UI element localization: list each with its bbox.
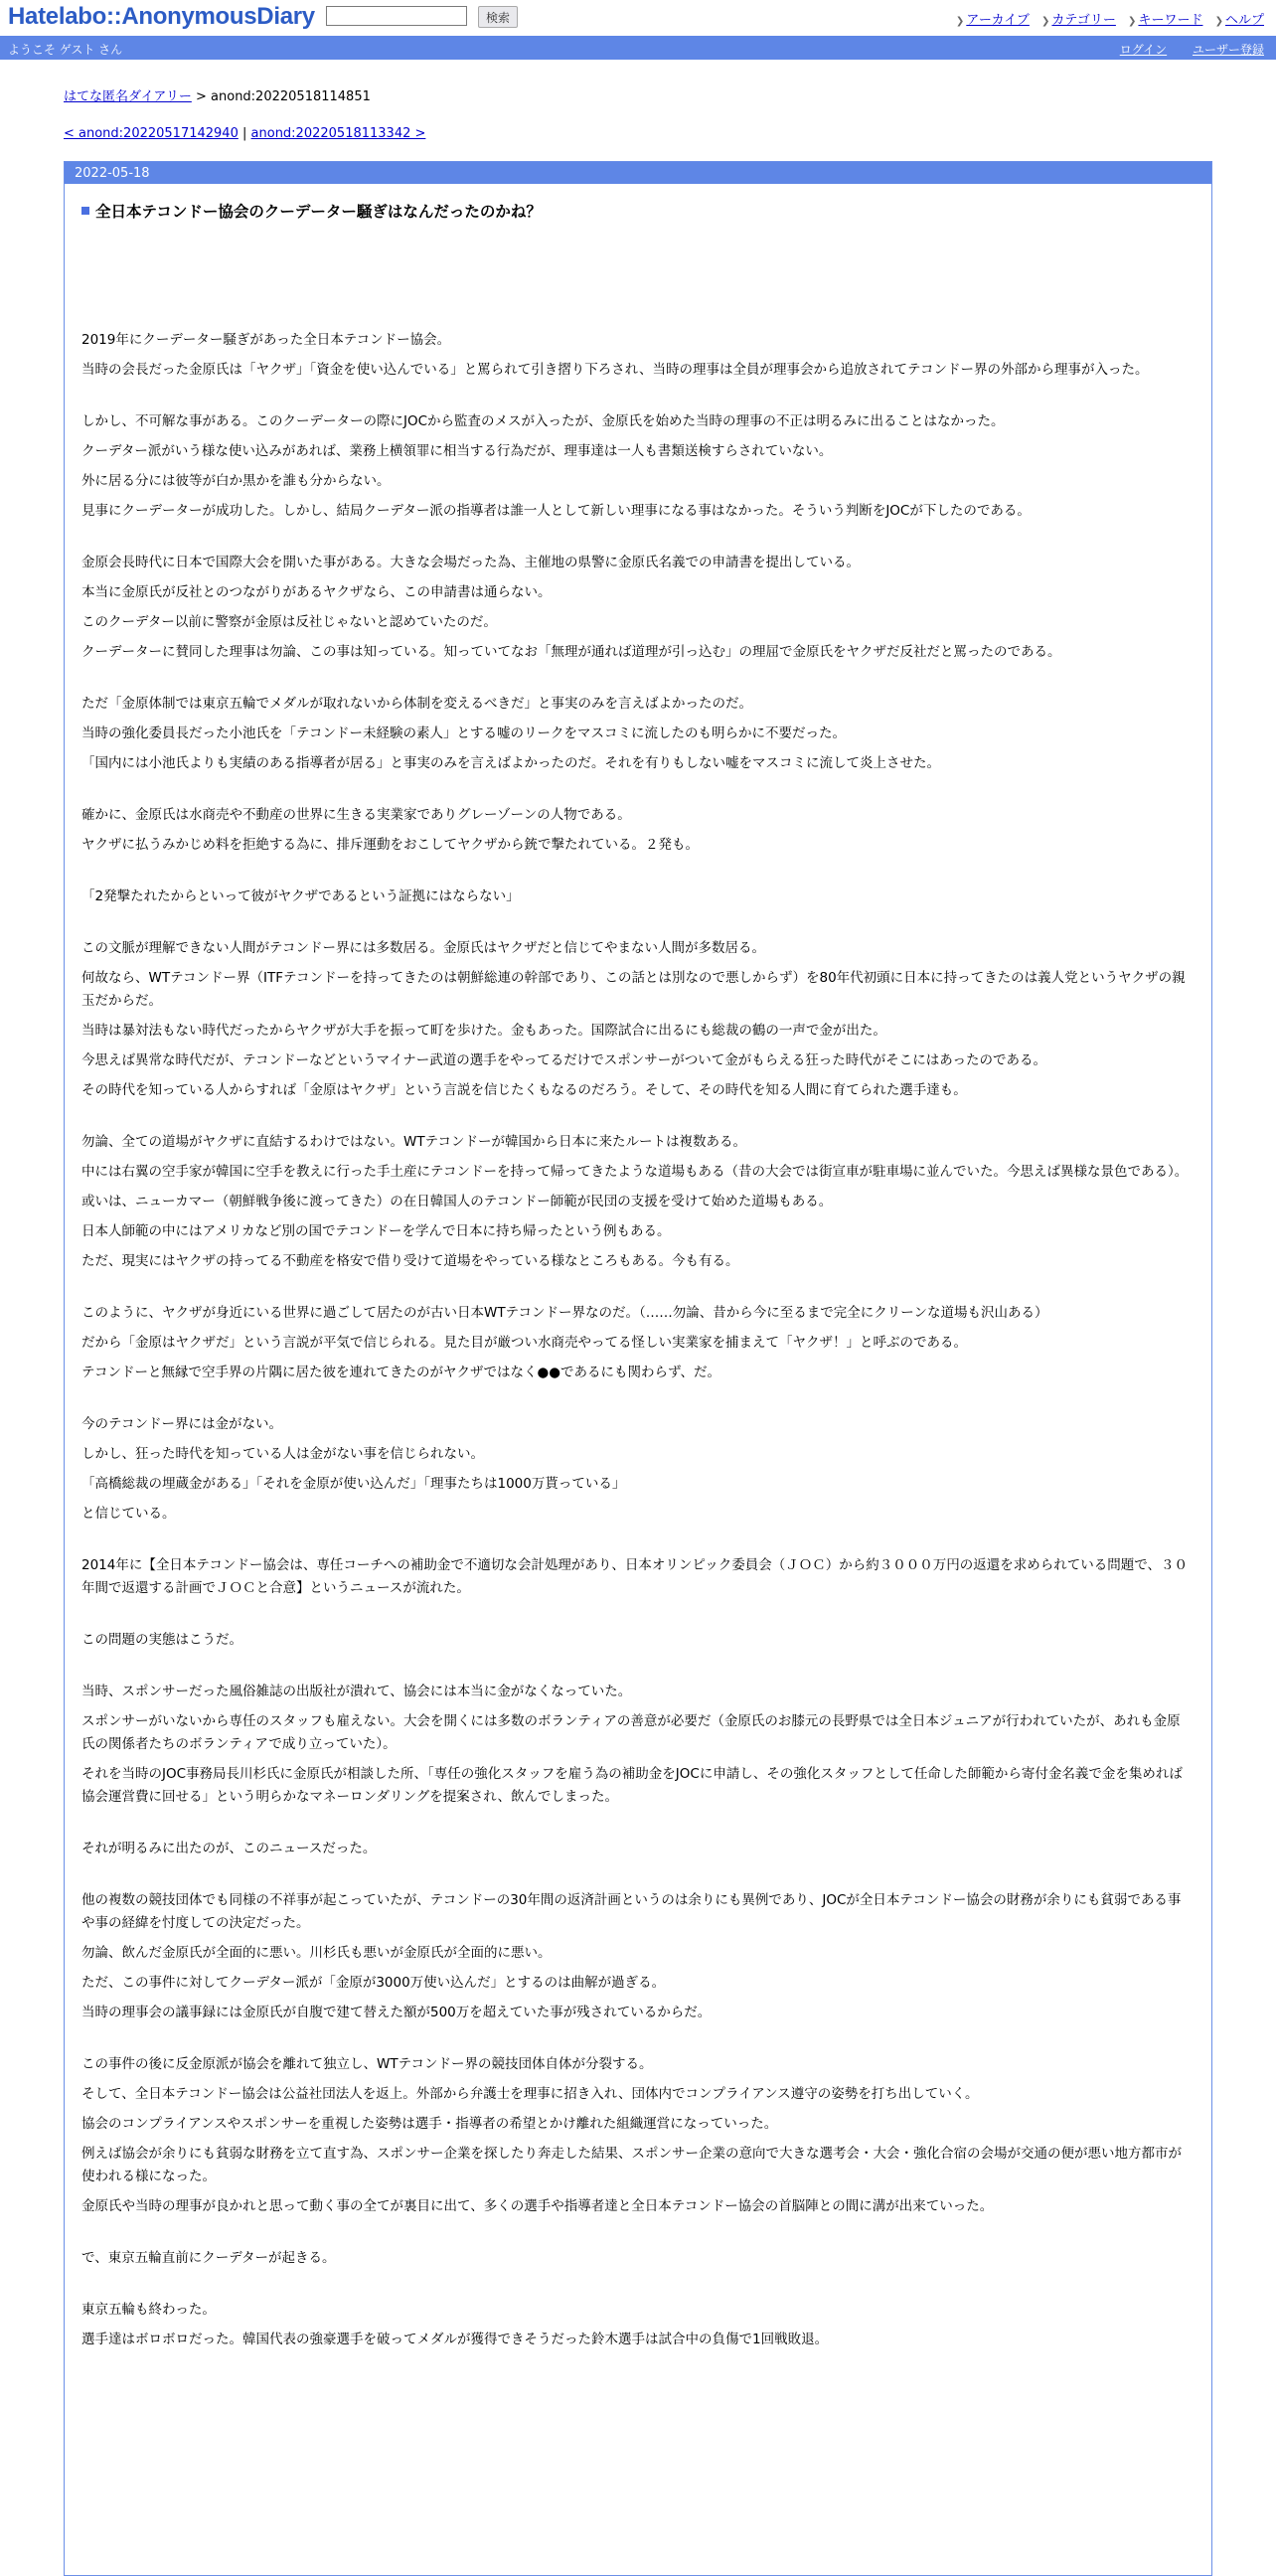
breadcrumb [64, 85, 371, 104]
paragraph: 例えば協会が余りにも貧弱な財務を立て直す為、スポンサー企業を探したり奔走した結果、スポンサー企業の意向で大きな選考会・大会・強化合宿の会場が交通の便が悪い地方都市が使われる様になった。 [81, 2146, 1182, 2184]
paragraph: 或いは、ニューカマー（朝鮮戦争後に渡ってきた）の在日韓国人のテコンドー師範が民団の支援を受けて始めた道場もある。 [81, 1194, 833, 1209]
square-bullet-icon[interactable] [81, 207, 89, 215]
user-bar [0, 36, 1276, 60]
paragraph: 今のテコンドー界には金がない。 [81, 1416, 282, 1432]
archive-link[interactable]: アーカイブ [966, 13, 1030, 28]
paragraph: 本当に金原氏が反社とのつながりがあるヤクザなら、この申請書は通らない。 [81, 584, 552, 600]
paragraph: 中には右翼の空手家が韓国に空手を教えに行った手土産にテコンドーを持って帰ってきたような道場もある（昔の大会では街宣車が駐車場に並んでいた。今思えば異様な景色である）。 [81, 1164, 1189, 1180]
site-logo[interactable]: Hatelabo::AnonymousDiary [8, 3, 315, 30]
entry-body [81, 329, 1194, 2351]
paragraph: 他の複数の競技団体でも同様の不祥事が起こっていたが、テコンドーの30年間の返済計画というのは余りにも異例であり、JOCが全日本テコンドー協会の財務が余りにも貧弱である事や事の経緯を忖度しての決定だった。 [81, 1892, 1182, 1931]
paragraph: 当時の強化委員長だった小池氏を「テコンドー未経験の素人」とする嘘のリークをマスコミに流したのも明らかに不要だった。 [81, 725, 846, 741]
paragraph: この文脈が理解できない人間がテコンドー界には多数居る。金原氏はヤクザだと信じてやまない人間が多数居る。 [81, 940, 765, 956]
paragraph: 2019年にクーデーター騒ぎがあった全日本テコンドー協会。 [81, 332, 451, 348]
top-header [0, 0, 1276, 36]
help-link[interactable]: ヘルプ [1224, 13, 1264, 28]
paragraph: それが明るみに出たのが、このニュースだった。 [81, 1841, 377, 1856]
entry-title-text: 全日本テコンドー協会のクーデーター騒ぎはなんだったのかね？ [95, 203, 542, 221]
paragraph: 当時は暴対法もない時代だったからヤクザが大手を振って町を歩けた。金もあった。国際試合に出るにも総裁の鶴の一声で金が出た。 [81, 1023, 886, 1039]
chevron-right-icon: ❯ [1041, 16, 1050, 27]
paragraph: 選手達はボロボロだった。韓国代表の強豪選手を破ってメダルが獲得できそうだった鈴木選手は試合中の負傷で1回戦敗退。 [81, 2332, 829, 2347]
welcome-text: ようこそ ゲスト さん [8, 43, 123, 57]
paragraph: スポンサーがいないから専任のスタッフも雇えない。大会を開くには多数のボランティアの善意が必要だ（金原氏のお膝元の長野県では全日本ジュニアが行われていたが、あれも金原氏の関係者たちのボランティアで成り立っていた）。 [81, 1713, 1181, 1752]
paragraph: 今思えば異常な時代だが、テコンドーなどというマイナー武道の選手をやってるだけでスポンサーがついて金がもらえる狂った時代がそこにはあったのである。 [81, 1052, 1047, 1068]
paragraph: 「高橋総裁の埋蔵金がある」「それを金原が使い込んだ」「理事たちは1000万貰っている」 [81, 1476, 626, 1492]
paragraph: で、東京五輪直前にクーデターが起きる。 [81, 2250, 336, 2266]
account-links [1098, 41, 1264, 58]
paragraph: 何故なら、WTテコンドー界（ITFテコンドーを持ってきたのは朝鮮総連の幹部であり、この話とは別なので悪しからず）を80年代初頭に日本に持ってきたのは義人党というヤクザの親玉だからだ。 [81, 970, 1186, 1009]
category-link[interactable]: カテゴリー [1051, 13, 1116, 28]
prev-entry-link[interactable]: < anond:20220517142940 [64, 126, 239, 141]
paragraph: 外に居る分には彼等が白か黒かを誰も分からない。 [81, 473, 391, 489]
register-link[interactable]: ユーザー登録 [1192, 43, 1264, 57]
paragraph: その時代を知っている人からすれば「金原はヤクザ」という言説を信じたくもなるのだろう。そして、その時代を知る人間に育てられた選手達も。 [81, 1082, 967, 1098]
paragraph: ヤクザに払うみかじめ料を拒絶する為に、排斥運動をおこしてヤクザから銃で撃たれている。２発も。 [81, 837, 699, 853]
paragraph: 勿論、全ての道場がヤクザに直結するわけではない。WTテコンドーが韓国から日本に来たルートは複数ある。 [81, 1134, 747, 1150]
paragraph: 当時、スポンサーだった風俗雑誌の出版社が潰れて、協会には本当に金がなくなっていた。 [81, 1684, 632, 1699]
paragraph: 当時の会長だった金原氏は「ヤクザ」「資金を使い込んでいる」と罵られて引き摺り下ろされ、当時の理事は全員が理事会から追放されてテコンドー界の外部から理事が入った。 [81, 362, 1149, 378]
paragraph: 日本人師範の中にはアメリカなど別の国でテコンドーを学んで日本に持ち帰ったという例もある。 [81, 1223, 671, 1239]
pager-separator: | [242, 126, 247, 141]
paragraph: テコンドーと無縁で空手界の片隅に居た彼を連れてきたのがヤクザではなく●●であるにも関わらず、だ。 [81, 1365, 720, 1380]
paragraph: 「国内には小池氏よりも実績のある指導者が居る」と事実のみを言えばよかったのだ。それを有りもしない嘘をマスコミに流して炎上させた。 [81, 755, 940, 771]
entry-title [81, 202, 1194, 222]
day-date: 2022-05-18 [65, 162, 1211, 184]
paragraph: 金原氏や当時の理事が良かれと思って動く事の全てが裏目に出て、多くの選手や指導者達と全日本テコンドー協会の首脳陣との間に溝が出来ていった。 [81, 2198, 994, 2214]
entry-pager [64, 126, 425, 141]
chevron-right-icon: ❯ [955, 16, 965, 27]
day-section [64, 161, 1212, 2576]
breadcrumb-separator: > [195, 89, 207, 104]
paragraph: この問題の実態はこうだ。 [81, 1632, 242, 1648]
chevron-right-icon: ❯ [1214, 16, 1223, 27]
next-entry-link[interactable]: anond:20220518113342 > [250, 126, 426, 141]
paragraph: この事件の後に反金原派が協会を離れて独立し、WTテコンドー界の競技団体自体が分裂する。 [81, 2056, 653, 2072]
paragraph: ただ、現実にはヤクザの持ってる不動産を格安で借り受けて道場をやっている様なところもある。今も有る。 [81, 1253, 739, 1269]
paragraph: 協会のコンプライアンスやスポンサーを重視した姿勢は選手・指導者の希望とかけ離れた組織運営になっていった。 [81, 2116, 778, 2132]
paragraph: このように、ヤクザが身近にいる世界に過ごして居たのが古い日本WTテコンドー界なのだ。（……勿論、昔から今に至るまで完全にクリーンな道場も沢山ある） [81, 1305, 1048, 1321]
keyword-link[interactable]: キーワード [1138, 13, 1203, 28]
paragraph: 勿論、飲んだ金原氏が全面的に悪い。川杉氏も悪いが金原氏が全面的に悪い。 [81, 1945, 552, 1961]
paragraph: と信じている。 [81, 1506, 176, 1522]
search-input[interactable] [326, 6, 467, 26]
paragraph: クーデター派がいう様な使い込みがあれば、業務上横領罪に相当する行為だが、理事達は一人も書類送検すらされていない。 [81, 443, 833, 459]
paragraph: 確かに、金原氏は水商売や不動産の世界に生きる実業家でありグレーゾーンの人物である。 [81, 807, 631, 823]
entry [65, 202, 1211, 2351]
chevron-right-icon: ❯ [1128, 16, 1137, 27]
paragraph: それを当時のJOC事務局長川杉氏に金原氏が相談した所、「専任の強化スタッフを雇う為の補助金をJOCに申請し、その強化スタッフとして任命した師範から寄付金名義で金を集めれば協会運営費に回せる」という明らかなマネーロンダリングを提案され、飲んでしまった。 [81, 1766, 1183, 1805]
paragraph: 見事にクーデーターが成功した。しかし、結局クーデター派の指導者は誰一人として新しい理事になる事はなかった。そういう判断をJOCが下したのである。 [81, 503, 1031, 519]
login-link[interactable]: ログイン [1119, 43, 1168, 57]
paragraph: そして、全日本テコンドー協会は公益社団法人を返上。外部から弁護士を理事に招き入れ、団体内でコンプライアンス遵守の姿勢を打ち出していく。 [81, 2086, 979, 2102]
paragraph: 2014年に【全日本テコンドー協会は、専任コーチへの補助金で不適切な会計処理があり、日本オリンピック委員会（ＪＯＣ）から約３０００万円の返還を求められている問題で、３０年間で返還する計画でＪＯＣと合意】というニュースが流れた。 [81, 1557, 1189, 1596]
paragraph: このクーデター以前に警察が金原は反社じゃないと認めていたのだ。 [81, 614, 497, 630]
breadcrumb-current: anond:20220518114851 [211, 89, 371, 104]
paragraph: 東京五輪も終わった。 [81, 2302, 216, 2318]
paragraph: ただ、この事件に対してクーデター派が「金原が3000万使い込んだ」とするのは曲解が過ぎる。 [81, 1975, 666, 1991]
breadcrumb-home-link[interactable]: はてな匿名ダイアリー [64, 89, 192, 104]
paragraph: しかし、不可解な事がある。このクーデーターの際にJOCから監査のメスが入ったが、金原氏を始めた当時の理事の不正は明るみに出ることはなかった。 [81, 413, 1005, 429]
paragraph: 当時の理事会の議事録には金原氏が自腹で建て替えた額が500万を超えていた事が残されているからだ。 [81, 2005, 712, 2020]
paragraph: 金原会長時代に日本で国際大会を開いた事がある。大きな会場だった為、主催地の県警に金原氏名義での申請書を提出している。 [81, 555, 860, 570]
header-links [948, 9, 1264, 28]
paragraph: だから「金原はヤクザだ」という言説が平気で信じられる。見た目が厳つい水商売やってる怪しい実業家を捕まえて「ヤクザ！」と呼ぶのである。 [81, 1335, 967, 1351]
paragraph: ただ「金原体制では東京五輪でメダルが取れないから体制を変えるべきだ」と事実のみを言えばよかったのだ。 [81, 696, 752, 712]
paragraph: クーデーターに賛同した理事は勿論、この事は知っている。知っていてなお「無理が通れば道理が引っ込む」の理屈で金原氏をヤクザだ反社だと罵ったのである。 [81, 644, 1061, 660]
search-button[interactable]: 検索 [478, 6, 518, 28]
paragraph: しかし、狂った時代を知っている人は金がない事を信じられない。 [81, 1446, 484, 1462]
paragraph: 「2発撃たれたからといって彼がヤクザであるという証拠にはならない」 [81, 888, 520, 904]
